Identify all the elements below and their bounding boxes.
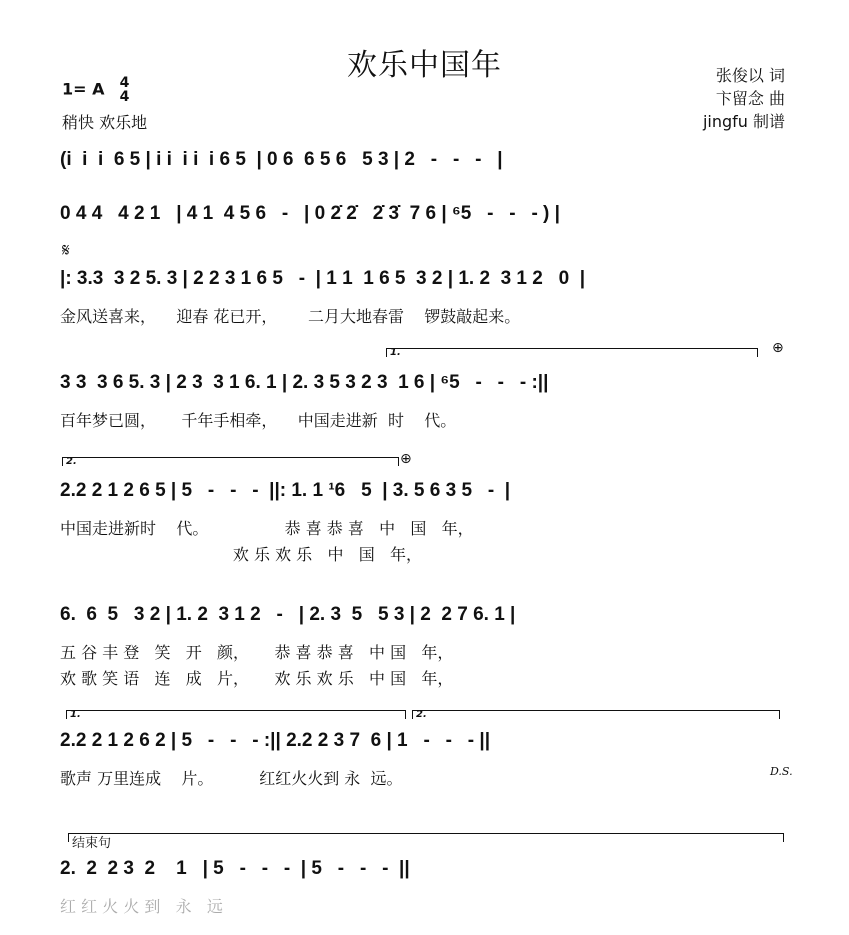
- lyric-line-2: 欢 乐 欢 乐 中 国 年，: [60, 545, 422, 564]
- time-signature: [120, 76, 130, 104]
- lyric-line-1: 五 谷 丰 登 笑 开 颜， 恭 喜 恭 喜 中 国 年，: [60, 643, 454, 662]
- transcriber: jingfu 制谱: [702, 112, 785, 131]
- staff-row-8: [60, 852, 788, 916]
- lyric-line-1: 百年梦已圆， 千年手相牵， 中国走进新 时 代。: [60, 411, 457, 430]
- tempo-marking: 稍快 欢乐地: [62, 113, 148, 132]
- volta-label: 2.: [66, 456, 77, 467]
- notes: |: 3.3 3 2 5. 3 | 2 2 3 1 6 5 - | 1 1 1 6 5 3 2 | 1. 2 3 1 2 0 |: [60, 268, 586, 289]
- staff-row-1: [60, 143, 788, 183]
- volta-label: 1.: [390, 347, 401, 358]
- notes: (i i i 6 5 | i i i i i 6 5 | 0 6 6 5 6 5 3 | 2 - - - |: [60, 149, 503, 170]
- song-title: 欢乐中国年: [347, 48, 502, 83]
- credits: [703, 64, 785, 133]
- notes: 2.2 2 1 2 6 5 | 5 - - - ||: 1. 1 ¹6 5 | 3. 5 6 3 5 - |: [60, 480, 511, 501]
- lyric-line-1: 歌声 万里连成 片。 红红火火到 永 远。: [60, 769, 403, 788]
- coda-icon: ⊕: [400, 451, 412, 467]
- notes: 6. 6 5 3 2 | 1. 2 3 1 2 - | 2. 3 5 5 3 | 2 2 7 6. 1 |: [60, 604, 516, 625]
- staff-row-5: [60, 474, 788, 564]
- segno-icon: 𝄋: [62, 240, 70, 261]
- staff-row-2: [60, 197, 788, 237]
- volta-2-bracket: [62, 457, 399, 466]
- staff-row-4: [60, 366, 788, 430]
- ending-label: 结束句: [72, 836, 112, 851]
- key-signature: [62, 76, 129, 104]
- notes: 2.2 2 1 2 6 2 | 5 - - - :|| 2.2 2 3 7 6 | 1 - - - ||: [60, 730, 491, 751]
- time-sig-top: 4: [119, 75, 130, 91]
- key-label: 1= A: [62, 79, 105, 99]
- lyric-line-1-cropped: 红 红 火 火 到 永 远: [60, 897, 223, 916]
- composer: 卞留念 曲: [715, 89, 785, 108]
- lyric-line-1: 中国走进新时 代。 恭 喜 恭 喜 中 国 年，: [60, 519, 474, 538]
- volta-1-bracket: [386, 348, 758, 357]
- notes: 0 4 4 4 2 1 | 4 1 4 5 6 - | 0 2̇ 2̇ 2̇ 3̇ 7 6 | ⁶5 - - - ) |: [60, 203, 560, 224]
- lyric-line-2: 欢 歌 笑 语 连 成 片， 欢 乐 欢 乐 中 国 年，: [60, 669, 454, 688]
- volta-label: 1.: [70, 709, 81, 720]
- volta-label: 2.: [416, 709, 427, 720]
- dal-segno-marking: D.S.: [770, 765, 793, 778]
- time-sig-bottom: 4: [119, 89, 130, 105]
- notes: 3 3 3 6 5. 3 | 2 3 3 1 6. 1 | 2. 3 5 3 2 3 1 6 | ⁶5 - - - :||: [60, 372, 549, 393]
- staff-row-6: [60, 598, 788, 688]
- lyricist: 张俊以 词: [715, 66, 785, 85]
- coda-icon: ⊕: [772, 340, 784, 356]
- volta-2-bracket: [412, 710, 780, 719]
- ending-bracket: [68, 833, 784, 851]
- notes: 2. 2 2 3 2 1 | 5 - - - | 5 - - - ||: [60, 858, 410, 879]
- lyric-line-1: 金风送喜来， 迎春 花已开， 二月大地春雷 锣鼓敲起来。: [60, 307, 521, 326]
- volta-1-bracket: [66, 710, 406, 719]
- staff-row-3: [60, 262, 788, 326]
